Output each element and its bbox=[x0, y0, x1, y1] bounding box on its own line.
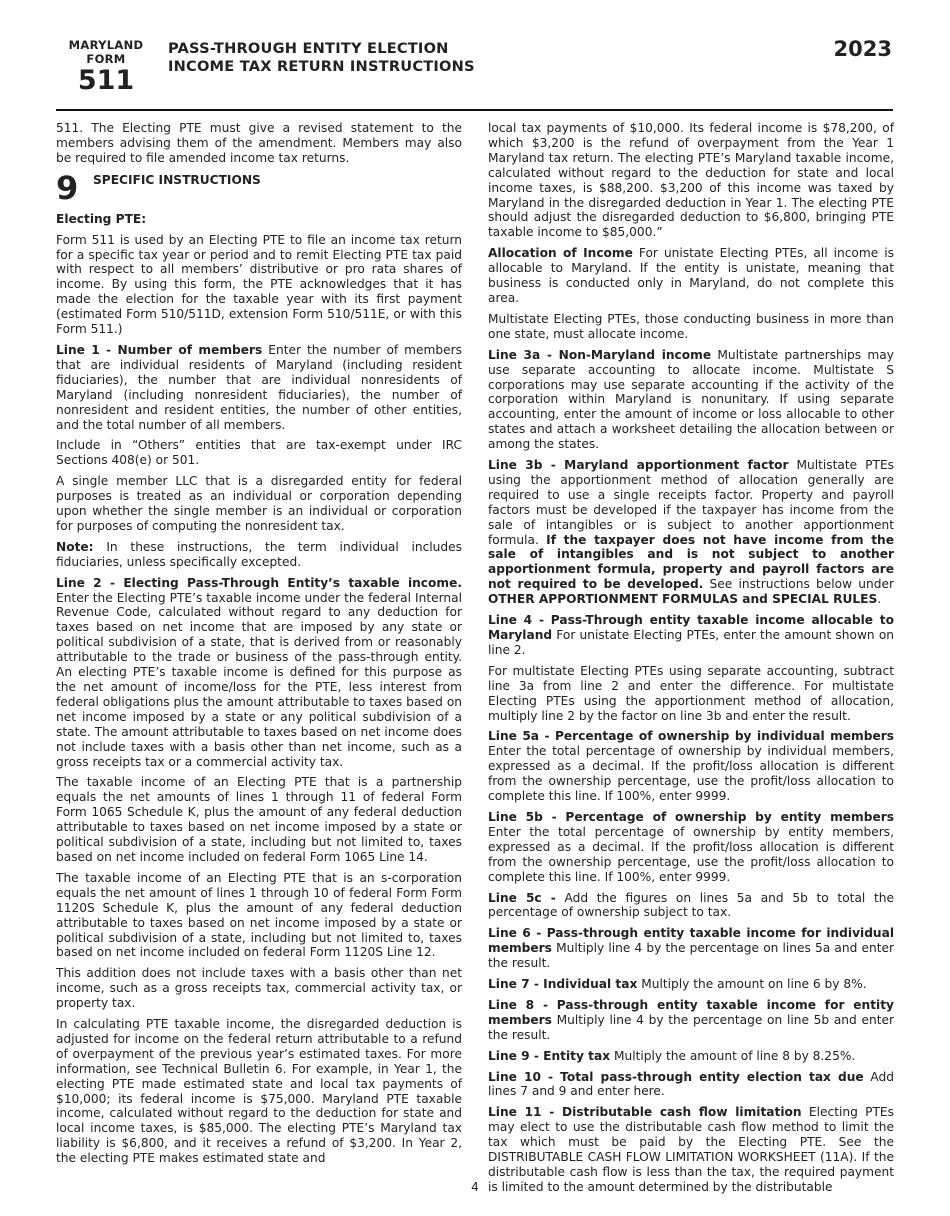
line-1-label: Line 1 - Number of members bbox=[56, 342, 263, 357]
line-2-instruction bbox=[56, 576, 462, 770]
subheading-electing-pte: Electing PTE: bbox=[56, 211, 147, 226]
line-5c-instruction bbox=[488, 891, 894, 921]
line-1-instruction bbox=[56, 343, 462, 432]
allocation-label: Allocation of Income bbox=[488, 246, 633, 261]
line-9-instruction bbox=[488, 1049, 894, 1064]
title-line-1: PASS-THROUGH ENTITY ELECTION bbox=[168, 40, 449, 57]
line-8-instruction bbox=[488, 998, 894, 1043]
tax-year: 2023 bbox=[833, 37, 892, 61]
line-3b-label: Line 3b - Maryland apportionment factor bbox=[488, 458, 789, 473]
left-column bbox=[56, 121, 462, 1172]
line-5b-instruction bbox=[488, 810, 894, 885]
line-3b-instruction bbox=[488, 458, 894, 607]
section-heading bbox=[56, 168, 462, 208]
paragraph-intro: 511. The Electing PTE must give a revised statement to the members advising them of the amendment. Members may also be required to file amended income tax returns. bbox=[56, 121, 462, 165]
line-6-label: Line 6 - Pass-through entity taxable income for individual members bbox=[488, 926, 894, 956]
line-5a-label: Line 5a - Percentage of ownership by individual members bbox=[488, 729, 894, 744]
line-3b-bold-2: OTHER APPORTIONMENT FORMULAS and SPECIAL RULES bbox=[488, 592, 878, 607]
note-label: Note: bbox=[56, 539, 94, 554]
line-6-text: Multiply line 4 by the percentage on lines 5a and enter the result. bbox=[488, 941, 894, 971]
paragraph-llc: A single member LLC that is a disregarded entity for federal purposes is treated as an individual or corporation depending upon whether the single member is an individual or corporation for purposes of computing the nonresident tax. bbox=[56, 474, 462, 533]
line-5c-text: Add the figures on lines 5a and 5b to total the percentage of ownership subject to tax. bbox=[488, 890, 894, 920]
paragraph-addition: This addition does not include taxes with a basis other than net income, such as a gross receipts tax, commercial activity tax, or property tax. bbox=[56, 966, 462, 1011]
right-column bbox=[488, 121, 894, 1201]
paragraph-continued: local tax payments of $10,000. Its federal income is $78,200, of which $3,200 is the refund of overpayment from the Year 1 Maryland tax return. The electing PTE’s Maryland taxable income, calculated without regard to the deduction for state and local income taxes, is $88,200. $3,200 of this income was taxed by Maryland in the disregarded deduction in Year 1. The electing PTE should adjust the disregarded deduction to $6,800, bringing PTE taxable income to $85,000.” bbox=[488, 121, 894, 240]
form-state: MARYLAND bbox=[68, 38, 144, 52]
page-title bbox=[168, 40, 475, 76]
paragraph-multistate: Multistate Electing PTEs, those conducting business in more than one state, must allocate income. bbox=[488, 311, 894, 341]
line-6-instruction bbox=[488, 926, 894, 971]
line-4-instruction bbox=[488, 613, 894, 658]
note bbox=[56, 540, 462, 570]
paragraph-s-corp: The taxable income of an Electing PTE that is an s-corporation equals the net amount of lines 1 through 10 of federal Form Form 1120S Schedule K, plus the amount of any federal deduction attributable to taxes based on net income imposed by a state or political subdivision of a state, including but not limited to, taxes based on net income included on federal Form 1120S Line 12. bbox=[56, 870, 462, 960]
section-number: 9 bbox=[56, 168, 79, 207]
header-rule bbox=[56, 109, 893, 111]
line-8-text: Multiply line 4 by the percentage on line 5b and enter the result. bbox=[488, 1012, 894, 1042]
line-2-text: Enter the Electing PTE’s taxable income under the federal Internal Revenue Code, calculated without regard to any deduction for taxes based on net income that are imposed by any state or political subdivision of a state, that is derived from or reasonably attributable to the trade or business of the pass-through entity. An electing PTE’s taxable income is defined for this purpose as the net amount of income/loss for the PTE, less interest from federal obligations plus the amount attributable to taxes based on net income imposed by a state or any political subdivision of a state. The amount attributable to taxes based on net income does not include taxes with a basis other than net income, such as a gross receipts tax or a commercial activity tax. bbox=[56, 590, 462, 769]
line-9-text: Multiply the amount of line 8 by 8.25%. bbox=[610, 1048, 856, 1063]
line-3b-end: . bbox=[877, 592, 882, 607]
form-number: 511 bbox=[77, 65, 135, 96]
section-title: SPECIFIC INSTRUCTIONS bbox=[93, 172, 261, 187]
line-5b-label: Line 5b - Percentage of ownership by entity members bbox=[488, 809, 894, 824]
line-3a-text: Multistate partnerships may use separate accounting to allocate income. Multistate S corporations may use separate accounting if the activity of the corporation within Maryland is nonunitary. If using separate accounting, enter the amount of income or loss allocable to other states and attach a worksheet detailing the allocation between or among the states. bbox=[488, 347, 894, 452]
line-3b-text-2: See instructions below under bbox=[703, 577, 894, 592]
line-3a-label: Line 3a - Non-Maryland income bbox=[488, 347, 712, 362]
paragraph-others: Include in “Others” entities that are tax-exempt under IRC Sections 408(e) or 501. bbox=[56, 438, 462, 468]
note-text: In these instructions, the term individual includes fiduciaries, unless specifically excepted. bbox=[56, 539, 462, 569]
line-10-instruction bbox=[488, 1070, 894, 1100]
line-3a-instruction bbox=[488, 348, 894, 452]
title-line-2: INCOME TAX RETURN INSTRUCTIONS bbox=[168, 58, 475, 75]
line-1-text: Enter the number of members that are individual residents of Maryland (including resident fiduciaries), the number that are individual nonresidents of Maryland (including nonresident fiduciaries), the number of nonresident and resident entities, the number of other entities, and the total number of all members. bbox=[56, 342, 463, 432]
form-identifier bbox=[60, 38, 152, 96]
line-3b-text: Multistate PTEs using the apportionment method of allocation generally are required to use a single receipts factor. Property and payroll factors must be developed if the taxpayer has income from the sale of intangibles or is subject to another apportionment formula. bbox=[488, 458, 894, 547]
line-9-label: Line 9 - Entity tax bbox=[488, 1048, 611, 1063]
paragraph-line-4-multistate: For multistate Electing PTEs using separate accounting, subtract line 3a from line 2 and enter the difference. For multistate Electing PTEs using the apportionment method of allocation, multiply line 2 by the factor on line 3b and enter the result. bbox=[488, 663, 894, 723]
line-5c-label: Line 5c - bbox=[488, 890, 556, 905]
line-7-text: Multiply the amount on line 6 by 8%. bbox=[637, 977, 867, 992]
line-11-text: Electing PTEs may elect to use the distributable cash flow method to limit the tax which must be paid by the Electing PTE. See the DISTRIBUTABLE CASH FLOW LIMITATION WORKSHEET (11A). If the distributable cash flow is less than the tax, the required payment is limited to the amount determined by the distributable bbox=[488, 1105, 894, 1194]
line-8-label: Line 8 - Pass-through entity taxable income for entity members bbox=[488, 997, 894, 1027]
line-5b-text: Enter the total percentage of ownership by entity members, expressed as a decimal. If the profit/loss allocation is different from the ownership percentage, use the profit/loss allocation to complete this line. If 100%, enter 9999. bbox=[488, 824, 894, 884]
page-header bbox=[0, 0, 950, 112]
line-7-label: Line 7 - Individual tax bbox=[488, 977, 638, 992]
line-4-label: Line 4 - Pass-Through entity taxable income allocable to Maryland bbox=[488, 613, 894, 642]
line-10-text: Add lines 7 and 9 and enter here. bbox=[488, 1069, 894, 1099]
form-word: FORM bbox=[86, 52, 126, 66]
paragraph-calculation: In calculating PTE taxable income, the disregarded deduction is adjusted for income on the federal return attributable to a refund of overpayment of the previous year’s estimated taxes. For more information, see Technical Bulletin 6. For example, in Year 1, the electing PTE made estimated state and local tax payments of $10,000; its federal income is $75,000. Maryland PTE taxable income, calculated without regard to the deduction for state and local income taxes, is $85,000. The electing PTE’s Maryland tax liability is $6,800, and it receives a refund of $3,200. In Year 2, the electing PTE makes estimated state and bbox=[56, 1017, 462, 1166]
line-4-text: For unistate Electing PTEs, enter the amount shown on line 2. bbox=[488, 628, 894, 657]
line-7-instruction bbox=[488, 977, 894, 992]
line-3b-bold: If the taxpayer does not have income from the sale of intangibles and is not subject to another apportionment formula, property and payroll factors are not required to be developed. bbox=[488, 532, 894, 592]
allocation-text: For unistate Electing PTEs, all income is allocable to Maryland. If the entity is unistate, meaning that business is conducted only in Maryland, do not complete this area. bbox=[488, 246, 894, 305]
line-2-label: Line 2 - Electing Pass-Through Entity’s taxable income. bbox=[56, 575, 462, 590]
line-5a-instruction bbox=[488, 729, 894, 804]
line-5a-text: Enter the total percentage of ownership by individual members, expressed as a decimal. If the profit/loss allocation is different from the ownership percentage, use the profit/loss allocation to complete this line. If 100%, enter 9999. bbox=[488, 744, 894, 804]
allocation-of-income bbox=[488, 246, 894, 306]
page-number: 4 bbox=[471, 1180, 479, 1194]
paragraph-form511: Form 511 is used by an Electing PTE to file an income tax return for a specific tax year or period and to remit Electing PTE tax paid with respect to all members’ distributive or pro rata shares of income. By using this form, the PTE acknowledges that it has made the election for the taxable year with its first payment (estimated Form 510/511D, extension Form 510/511E, or with this Form 511.) bbox=[56, 232, 462, 337]
line-11-label: Line 11 - Distributable cash flow limitation bbox=[488, 1105, 802, 1120]
line-10-label: Line 10 - Total pass-through entity election tax due bbox=[488, 1069, 864, 1084]
paragraph-partnership: The taxable income of an Electing PTE that is a partnership equals the net amounts of lines 1 through 11 of federal Form Form 1065 Schedule K, plus the amount of any federal deduction attributable to taxes based on net income imposed by a state or political subdivision of a state, including but not limited to, taxes based on net income included on federal Form 1065 Line 14. bbox=[56, 775, 462, 864]
